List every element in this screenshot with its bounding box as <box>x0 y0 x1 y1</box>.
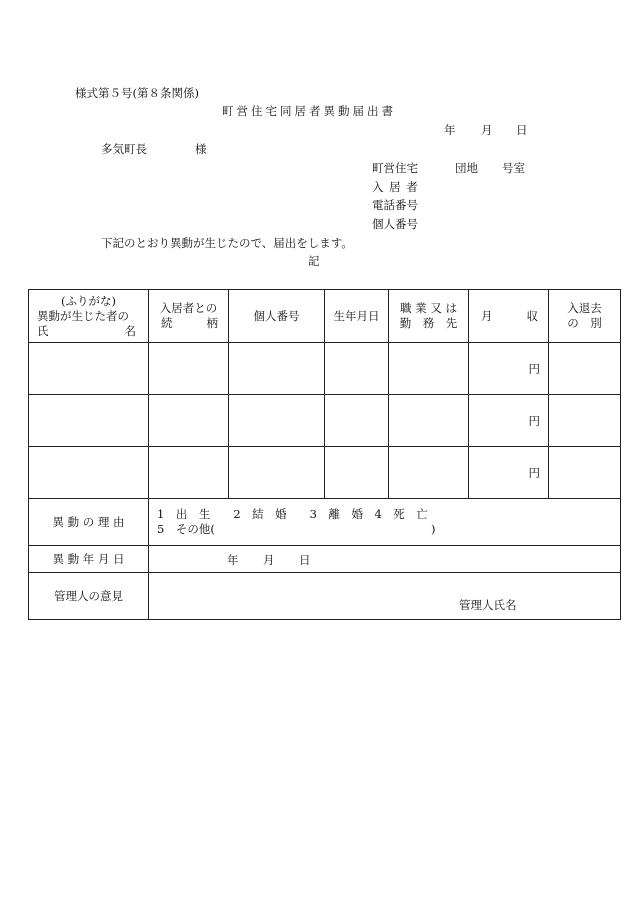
reason-options-line2: 5 その他( <box>157 522 215 536</box>
room-label: 号室 <box>502 161 525 175</box>
header-name-line2: 異動が生じた者の <box>37 308 129 323</box>
reason-label: 異 動 の 理 由 <box>29 499 149 546</box>
change-date-year: 年 <box>227 553 239 567</box>
cell-movein[interactable] <box>549 395 621 447</box>
cell-birthdate[interactable] <box>325 343 389 395</box>
header-occupation <box>389 290 469 343</box>
cell-personal-number[interactable] <box>229 395 325 447</box>
ki-mark: 記 <box>308 254 320 268</box>
header-personal-number: 個人番号 <box>229 290 325 343</box>
header-relation <box>149 290 229 343</box>
cell-name[interactable] <box>29 343 149 395</box>
header-income-tsuki: 月 <box>481 309 493 323</box>
reason-options-line1: 1 出 生 2 結 婚 3 離 婚 4 死 亡 <box>157 507 428 521</box>
change-date-day: 日 <box>299 553 311 567</box>
date-row <box>29 546 621 573</box>
table-row <box>29 447 621 499</box>
cell-relation[interactable] <box>149 395 229 447</box>
cell-name[interactable] <box>29 395 149 447</box>
date-day-label: 日 <box>516 123 528 137</box>
header-relation-line1: 入居者との <box>159 301 218 315</box>
cell-occupation[interactable] <box>389 447 469 499</box>
header-occupation-line2: 勤 務 先 <box>399 316 458 330</box>
header-name-furigana: (ふりがな) <box>61 293 116 308</box>
header-name-mei: 名 <box>124 323 136 338</box>
form-number: 様式第５号(第８条関係) <box>75 86 199 100</box>
header-income-shu: 収 <box>526 309 538 323</box>
header-name <box>29 290 149 343</box>
addressee-name: 多気町長 <box>101 142 147 156</box>
header-occupation-line1: 職 業 又 は <box>400 301 457 315</box>
cell-income[interactable] <box>469 395 549 447</box>
cell-personal-number[interactable] <box>229 447 325 499</box>
cell-birthdate[interactable] <box>325 447 389 499</box>
change-date-label: 異 動 年 月 日 <box>29 546 149 573</box>
header-movein-line1: 入退去 <box>567 301 602 315</box>
reason-options[interactable] <box>149 499 621 546</box>
cell-occupation[interactable] <box>389 395 469 447</box>
reason-other-close: ) <box>431 522 436 536</box>
table-row <box>29 395 621 447</box>
date-year-label: 年 <box>444 123 456 137</box>
cell-relation[interactable] <box>149 447 229 499</box>
opinion-field[interactable] <box>149 573 621 620</box>
change-date-month: 月 <box>263 553 275 567</box>
change-date-field[interactable] <box>149 546 621 573</box>
header-income <box>469 290 549 343</box>
opinion-row <box>29 573 621 620</box>
cell-occupation[interactable] <box>389 343 469 395</box>
addressee-honorific: 様 <box>195 142 207 156</box>
change-table <box>28 289 621 620</box>
cell-income[interactable] <box>469 447 549 499</box>
yen-unit: 円 <box>528 361 540 376</box>
header-movein <box>549 290 621 343</box>
header-birthdate: 生年月日 <box>325 290 389 343</box>
cell-income[interactable] <box>469 343 549 395</box>
header-row <box>29 290 621 343</box>
resident-label: 入 居 者 <box>372 180 419 194</box>
cell-personal-number[interactable] <box>229 343 325 395</box>
cell-movein[interactable] <box>549 447 621 499</box>
yen-unit: 円 <box>528 413 540 428</box>
table-row <box>29 343 621 395</box>
danchi-label: 団地 <box>455 161 478 175</box>
date-month-label: 月 <box>481 123 493 137</box>
phone-label: 電話番号 <box>372 198 418 212</box>
cell-movein[interactable] <box>549 343 621 395</box>
header-relation-zoku: 続 <box>161 316 173 330</box>
document-title: 町営住宅同居者異動届出書 <box>222 104 396 118</box>
housing-label: 町営住宅 <box>372 161 418 175</box>
statement: 下記のとおり異動が生じたので、届出をします。 <box>101 236 353 250</box>
header-name-shi: 氏 <box>37 323 49 338</box>
yen-unit: 円 <box>528 465 540 480</box>
manager-name-label: 管理人氏名 <box>459 598 517 612</box>
cell-name[interactable] <box>29 447 149 499</box>
header-relation-gara: 柄 <box>206 316 218 330</box>
cell-birthdate[interactable] <box>325 395 389 447</box>
opinion-label: 管理人の意見 <box>29 573 149 620</box>
cell-relation[interactable] <box>149 343 229 395</box>
header-movein-line2: の 別 <box>567 316 602 330</box>
reason-row <box>29 499 621 546</box>
personal-number-label: 個人番号 <box>372 217 418 231</box>
